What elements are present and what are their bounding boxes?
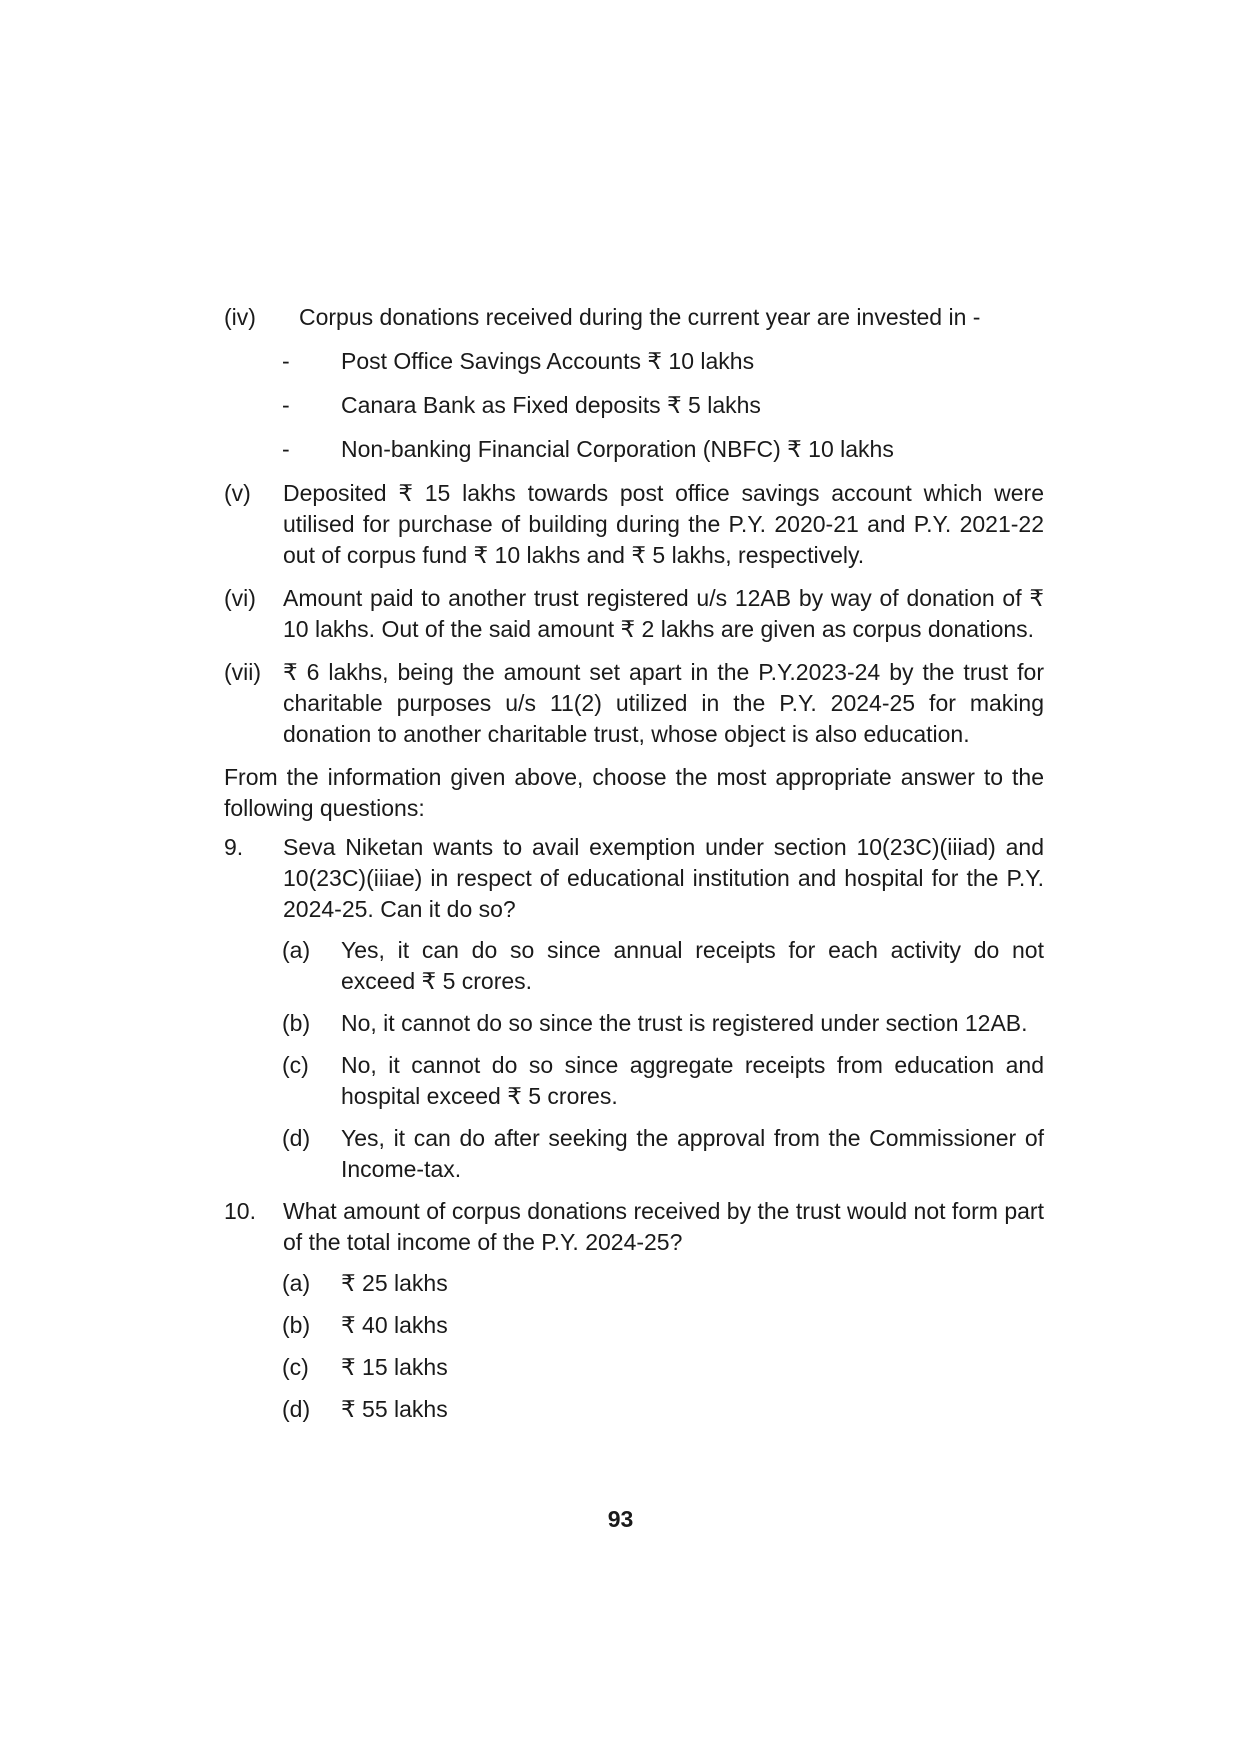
item-text: Deposited ₹ 15 lakhs towards post office savings account which were utilised for purchase of building during the P.Y. 2020-21 and P.Y. 2021-22 out of corpus fund ₹ 10 lakhs and ₹ 5 lakhs, respectively.	[283, 480, 1044, 568]
option-text: Yes, it can do so since annual receipts for each activity do not exceed ₹ 5 crores.	[341, 937, 1044, 994]
bullet-text: Post Office Savings Accounts ₹ 10 lakhs	[341, 348, 755, 374]
bullet-mark: -	[282, 392, 290, 418]
option-d	[282, 1123, 1044, 1185]
item-v	[224, 478, 1044, 571]
question-number: 9.	[224, 834, 244, 860]
question-text: What amount of corpus donations received by the trust would not form part of the total income of the P.Y. 2024-25?	[283, 1198, 1044, 1255]
question-10	[224, 1196, 1044, 1258]
instructions-paragraph: From the information given above, choose the most appropriate answer to the following questions:	[224, 764, 1044, 821]
item-text: ₹ 6 lakhs, being the amount set apart in the P.Y.2023-24 by the trust for charitable purposes u/s 11(2) utilized in the P.Y. 2024-25 for making donation to another charitable trust, whose object is also education.	[283, 659, 1044, 747]
question-9	[224, 832, 1044, 925]
option-b	[282, 1310, 1044, 1341]
option-b	[282, 1008, 1044, 1039]
option-text: ₹ 25 lakhs	[341, 1270, 448, 1296]
option-a	[282, 935, 1044, 997]
item-label: (iv)	[224, 304, 256, 330]
bullet-mark: -	[282, 348, 290, 374]
bullet-item	[282, 390, 1044, 421]
question-number: 10.	[224, 1198, 256, 1224]
item-iv	[224, 302, 1044, 333]
question-9-options	[224, 935, 1044, 1185]
option-text: Yes, it can do after seeking the approval from the Commissioner of Income-tax.	[341, 1125, 1044, 1182]
item-text: Corpus donations received during the current year are invested in -	[299, 304, 981, 330]
option-text: No, it cannot do so since the trust is registered under section 12AB.	[341, 1010, 1028, 1036]
option-label: (c)	[282, 1354, 309, 1380]
question-10-options	[224, 1268, 1044, 1425]
option-label: (a)	[282, 937, 311, 963]
item-vi	[224, 583, 1044, 645]
option-c	[282, 1050, 1044, 1112]
question-text: Seva Niketan wants to avail exemption under section 10(23C)(iiiad) and 10(23C)(iiiae) in respect of educational institution and hospital for the P.Y. 2024-25. Can it do so?	[283, 834, 1044, 922]
page-content	[224, 302, 1044, 1436]
option-text: ₹ 55 lakhs	[341, 1396, 448, 1422]
option-label: (b)	[282, 1312, 311, 1338]
bullet-text: Canara Bank as Fixed deposits ₹ 5 lakhs	[341, 392, 761, 418]
option-label: (b)	[282, 1010, 311, 1036]
bullet-item	[282, 434, 1044, 465]
bullet-text: Non-banking Financial Corporation (NBFC) ₹ 10 lakhs	[341, 436, 894, 462]
item-label: (vi)	[224, 585, 256, 611]
item-text: Amount paid to another trust registered u/s 12AB by way of donation of ₹ 10 lakhs. Out of the said amount ₹ 2 lakhs are given as corpus donations.	[283, 585, 1044, 642]
item-label: (vii)	[224, 659, 262, 685]
option-label: (d)	[282, 1396, 311, 1422]
option-a	[282, 1268, 1044, 1299]
option-text: ₹ 40 lakhs	[341, 1312, 448, 1338]
option-label: (a)	[282, 1270, 311, 1296]
option-text: ₹ 15 lakhs	[341, 1354, 448, 1380]
option-d	[282, 1394, 1044, 1425]
option-c	[282, 1352, 1044, 1383]
page-number: 93	[607, 1506, 634, 1532]
item-vii	[224, 657, 1044, 750]
option-label: (c)	[282, 1052, 309, 1078]
bullet-mark: -	[282, 436, 290, 462]
item-label: (v)	[224, 480, 251, 506]
option-label: (d)	[282, 1125, 311, 1151]
bullet-item	[282, 346, 1044, 377]
option-text: No, it cannot do so since aggregate receipts from education and hospital exceed ₹ 5 crores.	[341, 1052, 1044, 1109]
